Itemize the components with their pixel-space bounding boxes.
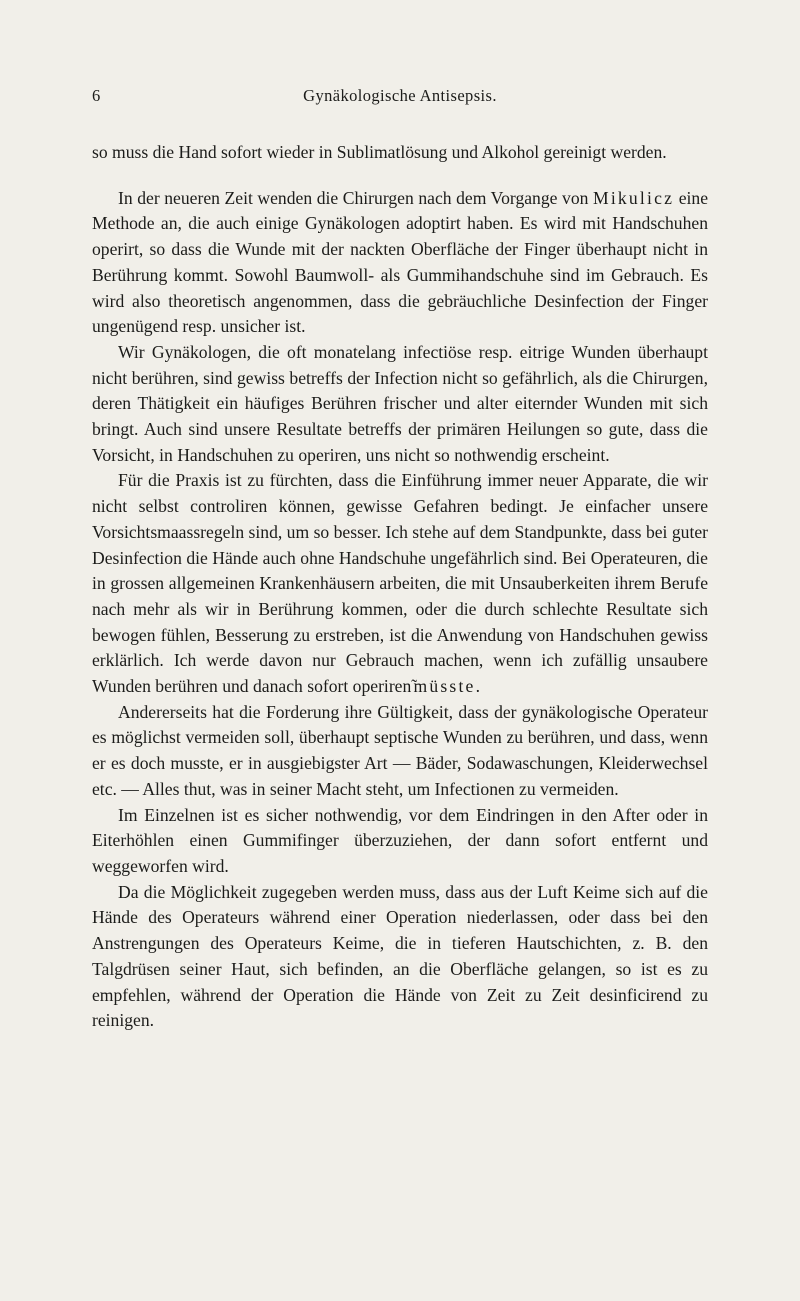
paragraph-3	[92, 340, 708, 469]
paragraph-text: .	[475, 676, 480, 697]
paragraph-2	[92, 186, 708, 340]
emphasized-word: ̃müsste	[411, 676, 476, 697]
paragraph-5	[92, 700, 708, 803]
paragraph-6	[92, 803, 708, 880]
author-name: Mikulicz	[593, 187, 675, 208]
paragraph-text: eine Methode an, die auch einige Gynäkologen adoptirt haben. Es wird mit Handschuhen operirt, so dass die Wunde mit der nackten Oberfläche der Finger überhaupt nicht in Berührung kommt. Sowohl Baumwoll- als Gummihandschuhe sind im Gebrauch. Es wird also theoretisch angenommen, dass die gebräuchliche Desinfection der Finger ungenügend resp. unsicher ist.	[92, 187, 708, 337]
paragraph-text: Für die Praxis ist zu fürchten, dass die Einführung immer neuer Apparate, die wir nicht selbst controliren können, gewisse Gefahren bedingt. Je einfacher unsere Vorsichtsmaassregeln sind, um so besser. Ich stehe auf dem Standpunkte, dass bei guter Desinfection die Hände auch ohne Handschuhe ungefährlich sind. Bei Operateuren, die in grossen allgemeinen Krankenhäusern arbeiten, die mit Unsauberkeiten ihrem Berufe nach mehr als wir in Berührung kommen, oder die durch schlechte Resultate sich bewogen fühlen, Besserung zu erstreben, ist die Anwendung von Handschuhen gewiss erklärlich. Ich werde davon nur Gebrauch machen, wenn ich zufällig unsaubere Wunden berühren und danach sofort operiren	[92, 470, 708, 697]
paragraph-text: Wir Gynäkologen, die oft monatelang infectiöse resp. eitrige Wunden überhaupt nicht berühren, sind gewiss betreffs der Infection nicht so gefährlich, als die Chirurgen, deren Thätigkeit ein häufiges Berühren frischer und alter eiternder Wunden mit sich bringt. Auch sind unsere Resultate betreffs der primären Heilungen so gute, dass die Vorsicht, in Handschuhen zu operiren, uns nicht so nothwendig erscheint.	[92, 341, 708, 465]
body-text	[92, 140, 708, 1034]
paragraph-text: In der neueren Zeit wenden die Chirurgen nach dem Vorgange von	[118, 187, 593, 208]
paragraph-text: Im Einzelnen ist es sicher nothwendig, vor dem Eindringen in den After oder in Eiterhöhlen einen Gummifinger überzuziehen, der dann sofort entfernt und weggeworfen wird.	[92, 804, 708, 876]
paragraph-1	[92, 140, 708, 166]
page-header	[92, 86, 708, 108]
paragraph-text: Andererseits hat die Forderung ihre Gültigkeit, dass der gynäkologische Operateur es möglichst vermeiden soll, überhaupt septische Wunden zu berühren, und dass, wenn er es doch musste, er in ausgiebigster Art — Bäder, Sodawaschungen, Kleiderwechsel etc. — Alles thut, was in seiner Macht steht, um Infectionen zu vermeiden.	[92, 701, 708, 799]
running-head: Gynäkologische Antisepsis.	[303, 86, 497, 105]
page-number: 6	[92, 86, 101, 105]
paragraph-text: so muss die Hand sofort wieder in Sublimatlösung und Alkohol gereinigt werden.	[92, 142, 667, 162]
paragraph-text: Da die Möglichkeit zugegeben werden muss, dass aus der Luft Keime sich auf die Hände des Operateurs während einer Operation niederlassen, oder dass bei den Anstrengungen des Operateurs Keime, die in tieferen Hautschichten, z. B. den Talgdrüsen seiner Haut, sich befinden, an die Oberfläche gelangen, so ist es zu empfehlen, während der Operation die Hände von Zeit zu Zeit desinficirend zu reinigen.	[92, 881, 708, 1031]
paragraph-4	[92, 468, 708, 699]
paragraph-7	[92, 880, 708, 1034]
